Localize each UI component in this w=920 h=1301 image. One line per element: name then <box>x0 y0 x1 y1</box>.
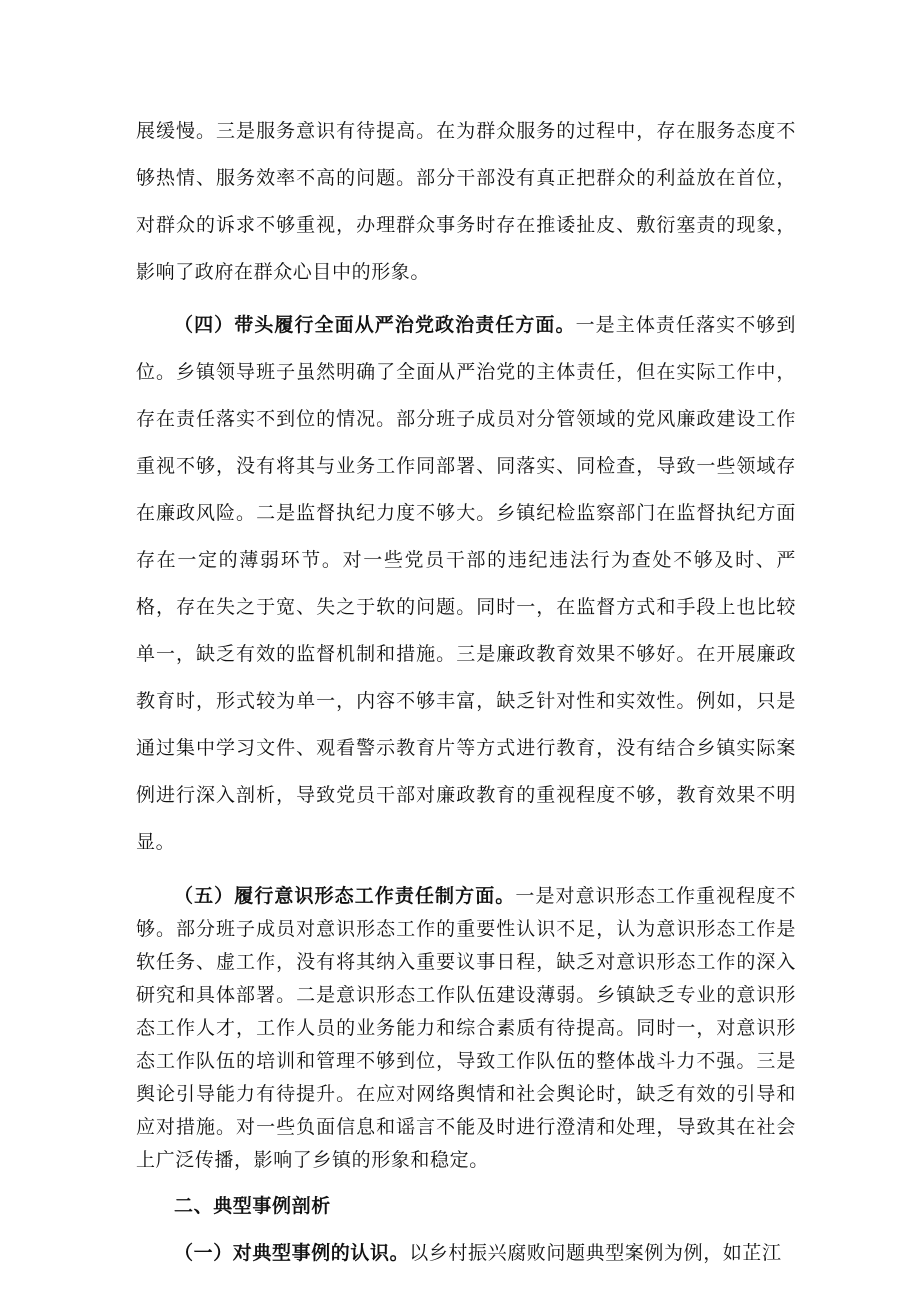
paragraph-body: 一是主体责任落实不够到位。乡镇领导班子虽然明确了全面从严治党的主体责任，但在实际工作中，存在责任落实不到位的情况。部分班子成员对分管领域的党风廉政建设工作重视不够，没有将其与业务工作同部署、同落实、同检查，导致一些领域存在廉政风险。二是监督执纪力度不够大。乡镇纪检监察部门在监督执纪方面存在一定的薄弱环节。对一些党员干部的违纪违法行为查处不够及时、严格，存在失之于宽、失之于软的问题。同时一，在监督方式和手段上也比较单一，缺乏有效的监督机制和措施。三是廉政教育效果不够好。在开展廉政教育时，形式较为单一，内容不够丰富，缺乏针对性和实效性。例如，只是通过集中学习文件、观看警示教育片等方式进行教育，没有结合乡镇实际案例进行深入剖析，导致党员干部对廉政教育的重视程度不够，教育效果不明显。 <box>136 314 796 853</box>
section-heading-four: （四）带头履行全面从严治党政治责任方面。 <box>174 314 576 336</box>
paragraph-service-awareness <box>136 108 796 296</box>
section-heading-five: （五）履行意识形态工作责任制方面。 <box>174 885 516 907</box>
paragraph-body: 一是对意识形态工作重视程度不够。部分班子成员对意识形态工作的重要性认识不足，认为意识形态工作是软任务、虚工作，没有将其纳入重要议事日程，缺乏对意识形态工作的深入研究和具体部署。二是意识形态工作队伍建设薄弱。乡镇缺乏专业的意识形态工作人才，工作人员的业务能力和综合素质有待提高。同时一，对意识形态工作队伍的培训和管理不够到位，导致工作队伍的整体战斗力不强。三是舆论引导能力有待提升。在应对网络舆情和社会舆论时，缺乏有效的引导和应对措施。对一些负面信息和谣言不能及时进行澄清和处理，导致其在社会上广泛传播，影响了乡镇的形象和稳定。 <box>136 885 796 1171</box>
subsection-heading-one: （一）对典型事例的认识。 <box>174 1242 410 1264</box>
paragraph-party-discipline <box>136 302 796 866</box>
paragraph-ideology-work <box>136 880 796 1177</box>
paragraph-typical-case-recognition <box>136 1230 796 1277</box>
paragraph-body: 展缓慢。三是服务意识有待提高。在为群众服务的过程中，存在服务态度不够热情、服务效率不高的问题。部分干部没有真正把群众的利益放在首位，对群众的诉求不够重视，办理群众事务时存在推诿扯皮、敷衍塞责的现象，影响了政府在群众心目中的形象。 <box>136 120 796 283</box>
section-title-typical-cases: 二、典型事例剖析 <box>174 1195 331 1217</box>
paragraph-body: 以乡村振兴腐败问题典型案例为例，如芷江 <box>409 1242 782 1264</box>
